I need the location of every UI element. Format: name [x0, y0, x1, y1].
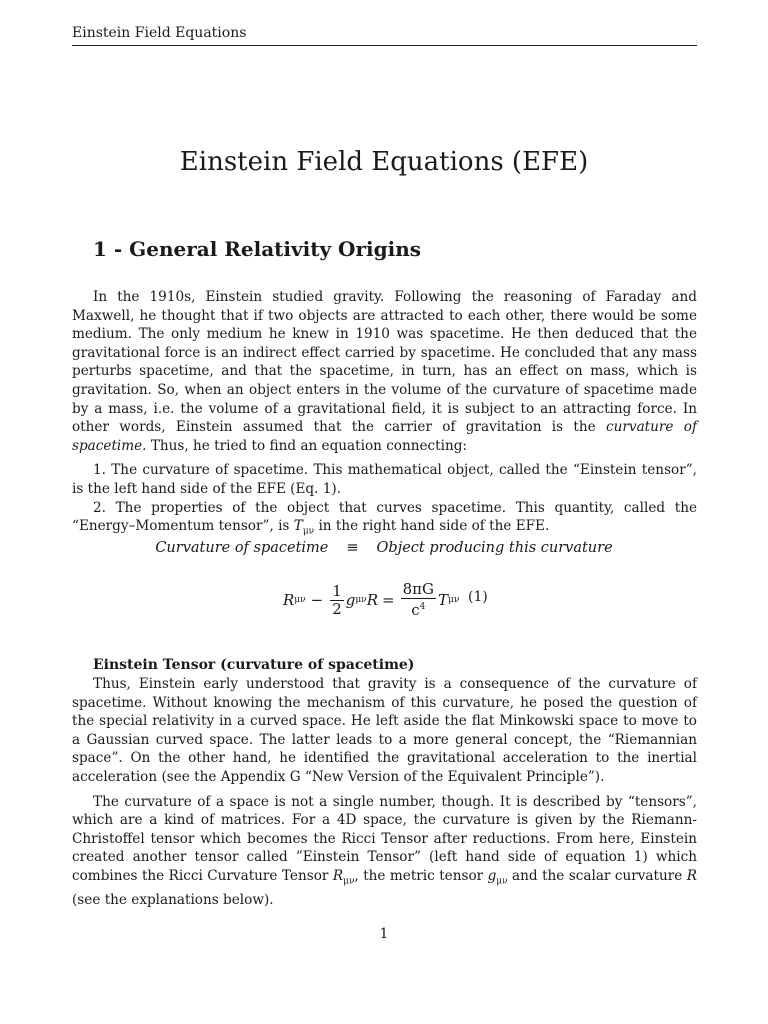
p2-scalar-symbol: R	[686, 867, 697, 884]
curvature-relation	[0, 538, 768, 558]
document-title: Einstein Field Equations (EFE)	[179, 147, 589, 177]
eq-equals: =	[381, 591, 395, 609]
eq-minus: −	[310, 591, 324, 609]
einstein-tensor-paragraph-1: Thus, Einstein early understood that gravity is a consequence of the curvature of spacetime. Without knowing the mechanism of this curvature, he posed the question of the special relativity in a curved space. He left aside the flat Minkowski space to move to a Gaussian curved space. The latter leads to a more general concept, the “Riemannian space”. On the other hand, he identified the gravitational acceleration to the inertial acceleration (see the Appendix G “New Version of the Equivalent Principle”).	[72, 676, 697, 785]
p2-text-d: (see the explanations below).	[72, 892, 274, 909]
intro-text: In the 1910s, Einstein studied gravity. Following the reasoning of Faraday and Maxwell, he thought that if two objects are attracted to each other, there would be some medium. The only medium he knew in 1910 was spacetime. He then deduced that the gravitational force is an indirect effect carried by spacetime. He concluded that any mass perturbs spacetime, and that the spacetime, in turn, has an effect on mass, which is gravitation. So, when an object enters in the volume of the curvature of spacetime made by a mass, i.e. the volume of a gravitational field, it is subject to an attracting force. In other words, Einstein assumed that the carrier of gravitation is the	[72, 289, 697, 436]
list-item-1: 1. The curvature of spacetime. This mathematical object, called the “Einstein tensor”, is the left hand side of the EFE (Eq. 1).	[72, 462, 697, 497]
eq-metric-index: μν	[355, 595, 367, 605]
intro-tail: Thus, he tried to find an equation connecting:	[146, 437, 468, 454]
eq-c-symbol: c	[411, 601, 420, 619]
list-item-2-text-a: 2. The properties of the object that curves spacetime. This quantity, called the “Energy–Momentum tensor”, is	[72, 499, 697, 535]
eq-constant-den	[409, 599, 427, 619]
list-item-2-subscript: μν	[302, 526, 315, 537]
list-item-2	[72, 499, 697, 542]
eq-ricci-index: μν	[294, 595, 306, 605]
einstein-tensor-heading: Einstein Tensor (curvature of spacetime)	[93, 657, 415, 673]
eq-constant-num: 8πG	[402, 580, 434, 598]
intro-emphasis: curvature of spacetime.	[72, 419, 697, 454]
list-item-2-symbol: T	[293, 518, 303, 535]
p2-text-a: The curvature of a space is not a single number, though. It is described by “tensors”, which are a kind of matrices. For a 4D space, the curvature is given by the Riemann-Christoffel tensor which becomes the Ricci Tensor after reductions. From here, Einstein created another tensor called ”Einstein Tensor” (left hand side of equation 1) which combines the Ricci Curvature Tensor	[72, 793, 697, 884]
equation-number: (1)	[468, 589, 488, 605]
p2-metric-symbol: g	[487, 867, 497, 884]
eq-metric-symbol: g	[345, 591, 356, 609]
p2-text-c: and the scalar curvature	[507, 867, 687, 884]
p2-metric-index: μν	[496, 876, 508, 887]
relation-right: Object producing this curvature	[376, 540, 613, 556]
equivalence-symbol: ≡	[346, 540, 359, 556]
eq-ricci-symbol: R	[283, 591, 295, 609]
p2-text-b: , the metric tensor	[354, 867, 488, 884]
einstein-tensor-block	[72, 675, 697, 910]
field-equation	[283, 578, 459, 622]
p2-ricci-index: μν	[343, 876, 355, 887]
eq-c-power: 4	[419, 602, 426, 612]
section-heading: 1 - General Relativity Origins	[93, 237, 421, 261]
intro-block	[72, 288, 697, 541]
running-header: Einstein Field Equations	[72, 24, 697, 46]
page-number: 1	[379, 926, 389, 942]
eq-half-num: 1	[332, 581, 342, 600]
list-item-2-text-b: in the right hand side of the EFE.	[314, 518, 550, 535]
einstein-tensor-paragraph-2	[72, 793, 697, 910]
eq-tensor-symbol: T	[437, 591, 448, 609]
intro-paragraph	[72, 288, 697, 455]
eq-scalar-symbol: R	[366, 591, 378, 609]
eq-half-den: 2	[332, 599, 342, 618]
eq-constant-fraction	[401, 581, 436, 619]
eq-half-fraction	[330, 583, 344, 618]
relation-left: Curvature of spacetime	[155, 540, 329, 556]
eq-tensor-index: μν	[447, 595, 460, 605]
p2-ricci-symbol: R	[332, 867, 344, 884]
